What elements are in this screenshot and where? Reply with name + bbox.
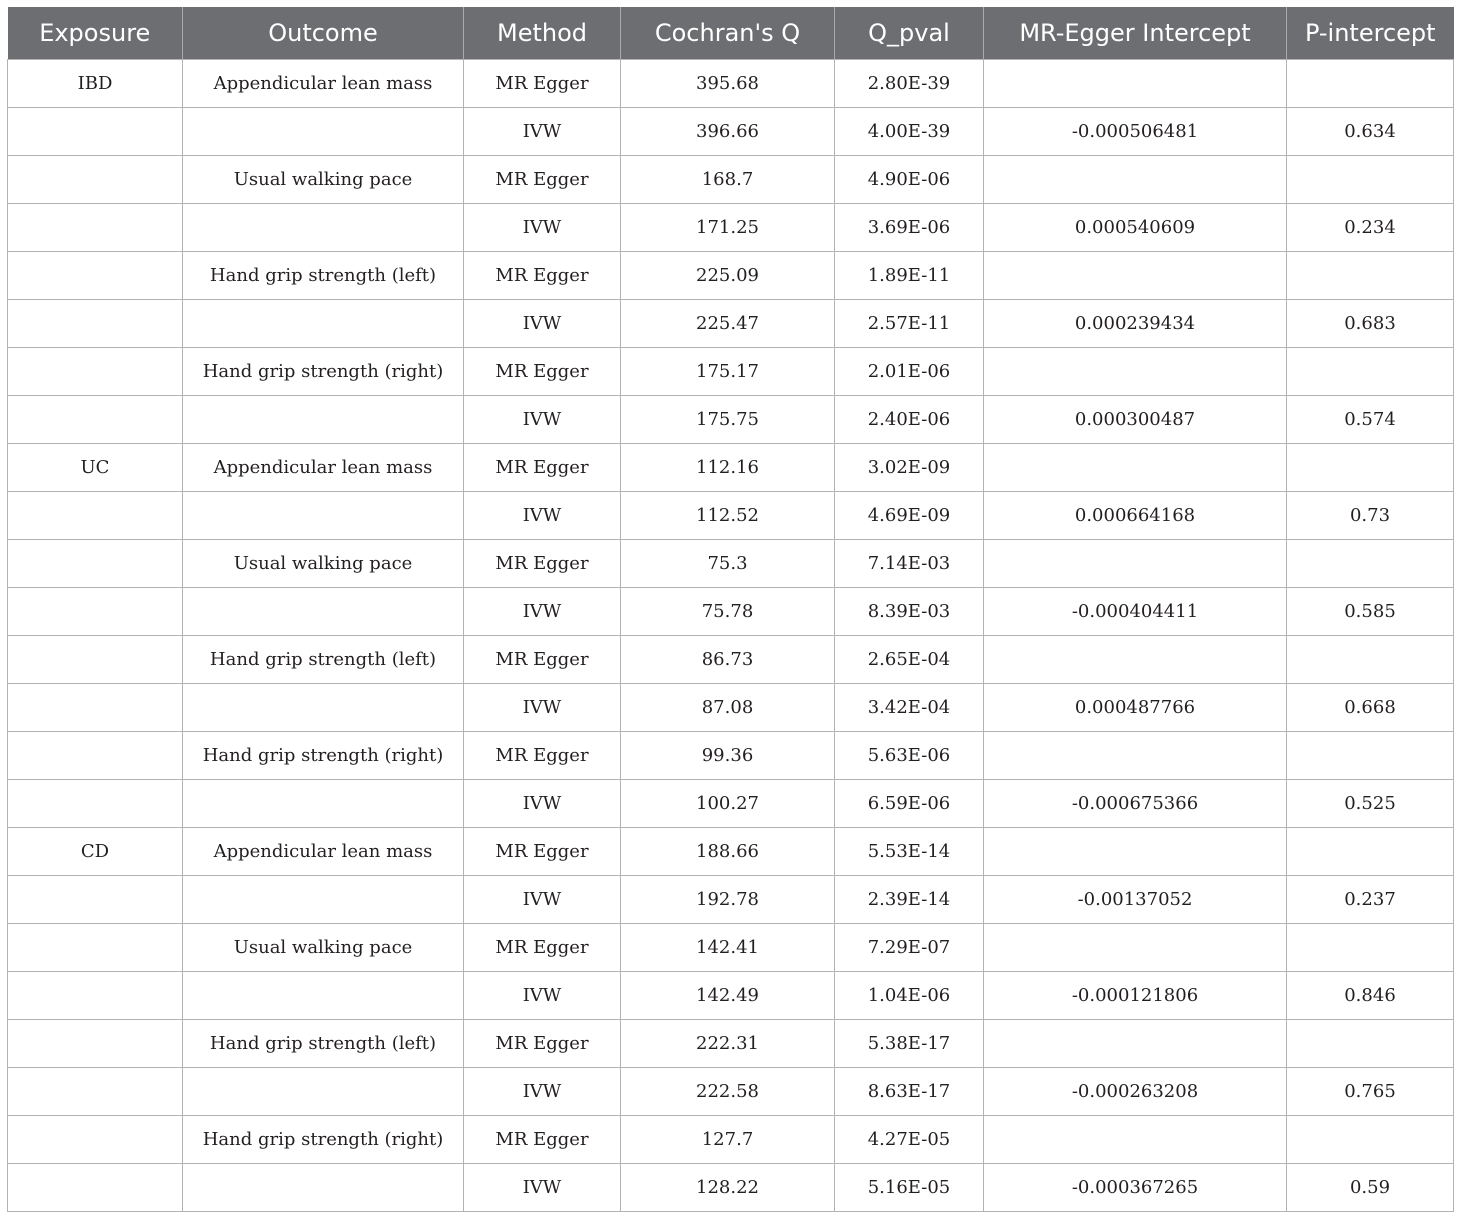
cell-p-intercept xyxy=(1287,540,1454,588)
cell-mr-egger-intercept xyxy=(984,60,1287,108)
column-header-method: Method xyxy=(464,7,621,60)
cell-method: IVW xyxy=(464,588,621,636)
cell-q-pval: 7.29E-07 xyxy=(835,924,984,972)
table-row xyxy=(8,396,1454,444)
cell-exposure xyxy=(8,780,183,828)
column-header-p-intercept: P-intercept xyxy=(1287,7,1454,60)
cell-mr-egger-intercept xyxy=(984,636,1287,684)
cell-exposure xyxy=(8,540,183,588)
cell-exposure xyxy=(8,588,183,636)
cell-q-pval: 1.89E-11 xyxy=(835,252,984,300)
cell-exposure xyxy=(8,924,183,972)
cell-q-pval: 3.69E-06 xyxy=(835,204,984,252)
cell-p-intercept: 0.634 xyxy=(1287,108,1454,156)
cell-method: MR Egger xyxy=(464,1020,621,1068)
column-header-q-pval: Q_pval xyxy=(835,7,984,60)
cell-cochrans-q: 112.52 xyxy=(621,492,835,540)
cell-cochrans-q: 222.31 xyxy=(621,1020,835,1068)
cell-p-intercept xyxy=(1287,156,1454,204)
cell-outcome: Usual walking pace xyxy=(183,156,464,204)
cell-p-intercept xyxy=(1287,924,1454,972)
table-row xyxy=(8,732,1454,780)
cell-q-pval: 7.14E-03 xyxy=(835,540,984,588)
cell-exposure xyxy=(8,204,183,252)
cell-mr-egger-intercept: 0.000239434 xyxy=(984,300,1287,348)
cell-mr-egger-intercept: 0.000300487 xyxy=(984,396,1287,444)
cell-exposure xyxy=(8,684,183,732)
cell-q-pval: 8.39E-03 xyxy=(835,588,984,636)
cell-cochrans-q: 175.75 xyxy=(621,396,835,444)
cell-outcome: Appendicular lean mass xyxy=(183,828,464,876)
cell-exposure: CD xyxy=(8,828,183,876)
cell-cochrans-q: 75.78 xyxy=(621,588,835,636)
table-row xyxy=(8,492,1454,540)
cell-outcome xyxy=(183,108,464,156)
table-header xyxy=(8,7,1454,60)
cell-q-pval: 3.02E-09 xyxy=(835,444,984,492)
table-row xyxy=(8,924,1454,972)
cell-q-pval: 5.53E-14 xyxy=(835,828,984,876)
cell-method: MR Egger xyxy=(464,252,621,300)
cell-method: MR Egger xyxy=(464,156,621,204)
cell-cochrans-q: 395.68 xyxy=(621,60,835,108)
cell-exposure xyxy=(8,1116,183,1164)
cell-q-pval: 6.59E-06 xyxy=(835,780,984,828)
cell-outcome xyxy=(183,876,464,924)
cell-q-pval: 2.40E-06 xyxy=(835,396,984,444)
cell-q-pval: 5.38E-17 xyxy=(835,1020,984,1068)
table-row xyxy=(8,1164,1454,1212)
cell-outcome xyxy=(183,684,464,732)
cell-method: MR Egger xyxy=(464,828,621,876)
cell-mr-egger-intercept xyxy=(984,1116,1287,1164)
cell-cochrans-q: 225.47 xyxy=(621,300,835,348)
cell-exposure xyxy=(8,300,183,348)
column-header-outcome: Outcome xyxy=(183,7,464,60)
cell-mr-egger-intercept xyxy=(984,348,1287,396)
cell-cochrans-q: 142.41 xyxy=(621,924,835,972)
cell-method: IVW xyxy=(464,780,621,828)
cell-cochrans-q: 127.7 xyxy=(621,1116,835,1164)
cell-cochrans-q: 222.58 xyxy=(621,1068,835,1116)
cell-method: IVW xyxy=(464,300,621,348)
cell-mr-egger-intercept xyxy=(984,540,1287,588)
cell-cochrans-q: 168.7 xyxy=(621,156,835,204)
cell-method: IVW xyxy=(464,1068,621,1116)
cell-p-intercept: 0.765 xyxy=(1287,1068,1454,1116)
cell-mr-egger-intercept: -0.000367265 xyxy=(984,1164,1287,1212)
column-header-mr-egger-intercept: MR-Egger Intercept xyxy=(984,7,1287,60)
cell-outcome xyxy=(183,492,464,540)
cell-method: MR Egger xyxy=(464,540,621,588)
cell-outcome: Usual walking pace xyxy=(183,540,464,588)
cell-method: IVW xyxy=(464,972,621,1020)
cell-q-pval: 4.90E-06 xyxy=(835,156,984,204)
cell-exposure xyxy=(8,1164,183,1212)
table-row xyxy=(8,252,1454,300)
cell-q-pval: 2.01E-06 xyxy=(835,348,984,396)
cell-outcome: Appendicular lean mass xyxy=(183,60,464,108)
table-row xyxy=(8,1116,1454,1164)
cell-p-intercept xyxy=(1287,444,1454,492)
cell-cochrans-q: 75.3 xyxy=(621,540,835,588)
cell-q-pval: 3.42E-04 xyxy=(835,684,984,732)
cell-outcome xyxy=(183,588,464,636)
cell-mr-egger-intercept xyxy=(984,252,1287,300)
table-row xyxy=(8,156,1454,204)
cell-method: MR Egger xyxy=(464,1116,621,1164)
cell-exposure xyxy=(8,972,183,1020)
cell-outcome xyxy=(183,972,464,1020)
cell-outcome xyxy=(183,1068,464,1116)
cell-p-intercept xyxy=(1287,60,1454,108)
cell-cochrans-q: 99.36 xyxy=(621,732,835,780)
cell-mr-egger-intercept: -0.000263208 xyxy=(984,1068,1287,1116)
cell-cochrans-q: 192.78 xyxy=(621,876,835,924)
cell-method: MR Egger xyxy=(464,444,621,492)
table-row xyxy=(8,60,1454,108)
cell-cochrans-q: 87.08 xyxy=(621,684,835,732)
cell-exposure xyxy=(8,108,183,156)
cell-p-intercept xyxy=(1287,1116,1454,1164)
cell-q-pval: 2.80E-39 xyxy=(835,60,984,108)
cell-p-intercept: 0.585 xyxy=(1287,588,1454,636)
cell-exposure xyxy=(8,396,183,444)
cell-p-intercept: 0.237 xyxy=(1287,876,1454,924)
table-row xyxy=(8,204,1454,252)
table-body xyxy=(8,60,1454,1212)
cell-mr-egger-intercept xyxy=(984,924,1287,972)
cell-mr-egger-intercept: 0.000487766 xyxy=(984,684,1287,732)
cell-p-intercept xyxy=(1287,252,1454,300)
cell-cochrans-q: 396.66 xyxy=(621,108,835,156)
table-row xyxy=(8,300,1454,348)
cell-q-pval: 1.04E-06 xyxy=(835,972,984,1020)
cell-method: IVW xyxy=(464,396,621,444)
cell-mr-egger-intercept xyxy=(984,444,1287,492)
cell-exposure: IBD xyxy=(8,60,183,108)
cell-p-intercept xyxy=(1287,348,1454,396)
cell-q-pval: 5.63E-06 xyxy=(835,732,984,780)
cell-p-intercept: 0.668 xyxy=(1287,684,1454,732)
table-row xyxy=(8,108,1454,156)
table-row xyxy=(8,684,1454,732)
table-row xyxy=(8,828,1454,876)
column-header-exposure: Exposure xyxy=(8,7,183,60)
cell-mr-egger-intercept: -0.000675366 xyxy=(984,780,1287,828)
cell-method: IVW xyxy=(464,204,621,252)
cell-cochrans-q: 188.66 xyxy=(621,828,835,876)
cell-method: IVW xyxy=(464,876,621,924)
cell-p-intercept: 0.574 xyxy=(1287,396,1454,444)
column-header-cochrans-q: Cochran's Q xyxy=(621,7,835,60)
cell-q-pval: 5.16E-05 xyxy=(835,1164,984,1212)
cell-exposure: UC xyxy=(8,444,183,492)
cell-method: MR Egger xyxy=(464,732,621,780)
cell-outcome: Hand grip strength (left) xyxy=(183,1020,464,1068)
cell-p-intercept xyxy=(1287,1020,1454,1068)
cell-p-intercept xyxy=(1287,636,1454,684)
table-row xyxy=(8,444,1454,492)
cell-mr-egger-intercept: -0.000404411 xyxy=(984,588,1287,636)
cell-p-intercept: 0.683 xyxy=(1287,300,1454,348)
cell-cochrans-q: 100.27 xyxy=(621,780,835,828)
cell-cochrans-q: 171.25 xyxy=(621,204,835,252)
cell-mr-egger-intercept xyxy=(984,1020,1287,1068)
cell-p-intercept: 0.234 xyxy=(1287,204,1454,252)
cell-q-pval: 2.65E-04 xyxy=(835,636,984,684)
cell-mr-egger-intercept xyxy=(984,732,1287,780)
cell-outcome xyxy=(183,780,464,828)
cell-cochrans-q: 128.22 xyxy=(621,1164,835,1212)
cell-q-pval: 8.63E-17 xyxy=(835,1068,984,1116)
cell-method: MR Egger xyxy=(464,924,621,972)
cell-q-pval: 4.27E-05 xyxy=(835,1116,984,1164)
cell-mr-egger-intercept: 0.000540609 xyxy=(984,204,1287,252)
cell-p-intercept: 0.73 xyxy=(1287,492,1454,540)
table-row xyxy=(8,1068,1454,1116)
cell-mr-egger-intercept: 0.000664168 xyxy=(984,492,1287,540)
cell-outcome: Appendicular lean mass xyxy=(183,444,464,492)
header-row xyxy=(8,7,1454,60)
cell-outcome: Hand grip strength (left) xyxy=(183,252,464,300)
cell-q-pval: 4.69E-09 xyxy=(835,492,984,540)
table-row xyxy=(8,1020,1454,1068)
table-row xyxy=(8,636,1454,684)
cell-mr-egger-intercept xyxy=(984,828,1287,876)
cell-p-intercept xyxy=(1287,732,1454,780)
cell-method: MR Egger xyxy=(464,348,621,396)
cell-q-pval: 4.00E-39 xyxy=(835,108,984,156)
cell-cochrans-q: 142.49 xyxy=(621,972,835,1020)
cell-p-intercept: 0.59 xyxy=(1287,1164,1454,1212)
cell-cochrans-q: 175.17 xyxy=(621,348,835,396)
cell-exposure xyxy=(8,636,183,684)
cell-p-intercept xyxy=(1287,828,1454,876)
cell-mr-egger-intercept xyxy=(984,156,1287,204)
cell-method: IVW xyxy=(464,684,621,732)
cell-exposure xyxy=(8,252,183,300)
table-row xyxy=(8,348,1454,396)
cell-method: IVW xyxy=(464,492,621,540)
cell-outcome: Hand grip strength (right) xyxy=(183,732,464,780)
table-row xyxy=(8,876,1454,924)
cell-cochrans-q: 225.09 xyxy=(621,252,835,300)
cell-p-intercept: 0.846 xyxy=(1287,972,1454,1020)
cell-outcome: Hand grip strength (left) xyxy=(183,636,464,684)
cell-method: MR Egger xyxy=(464,636,621,684)
results-table xyxy=(7,7,1454,1212)
cell-q-pval: 2.57E-11 xyxy=(835,300,984,348)
cell-outcome xyxy=(183,204,464,252)
cell-outcome xyxy=(183,396,464,444)
cell-method: MR Egger xyxy=(464,60,621,108)
cell-outcome xyxy=(183,300,464,348)
cell-method: IVW xyxy=(464,108,621,156)
cell-exposure xyxy=(8,492,183,540)
cell-exposure xyxy=(8,156,183,204)
cell-exposure xyxy=(8,1020,183,1068)
cell-outcome: Hand grip strength (right) xyxy=(183,348,464,396)
cell-exposure xyxy=(8,876,183,924)
cell-cochrans-q: 112.16 xyxy=(621,444,835,492)
cell-method: IVW xyxy=(464,1164,621,1212)
cell-mr-egger-intercept: -0.00137052 xyxy=(984,876,1287,924)
cell-p-intercept: 0.525 xyxy=(1287,780,1454,828)
cell-exposure xyxy=(8,348,183,396)
cell-cochrans-q: 86.73 xyxy=(621,636,835,684)
table-row xyxy=(8,588,1454,636)
cell-outcome: Usual walking pace xyxy=(183,924,464,972)
cell-mr-egger-intercept: -0.000506481 xyxy=(984,108,1287,156)
table-row xyxy=(8,972,1454,1020)
cell-exposure xyxy=(8,1068,183,1116)
cell-mr-egger-intercept: -0.000121806 xyxy=(984,972,1287,1020)
cell-outcome xyxy=(183,1164,464,1212)
cell-exposure xyxy=(8,732,183,780)
cell-q-pval: 2.39E-14 xyxy=(835,876,984,924)
table-row xyxy=(8,540,1454,588)
table-row xyxy=(8,780,1454,828)
cell-outcome: Hand grip strength (right) xyxy=(183,1116,464,1164)
